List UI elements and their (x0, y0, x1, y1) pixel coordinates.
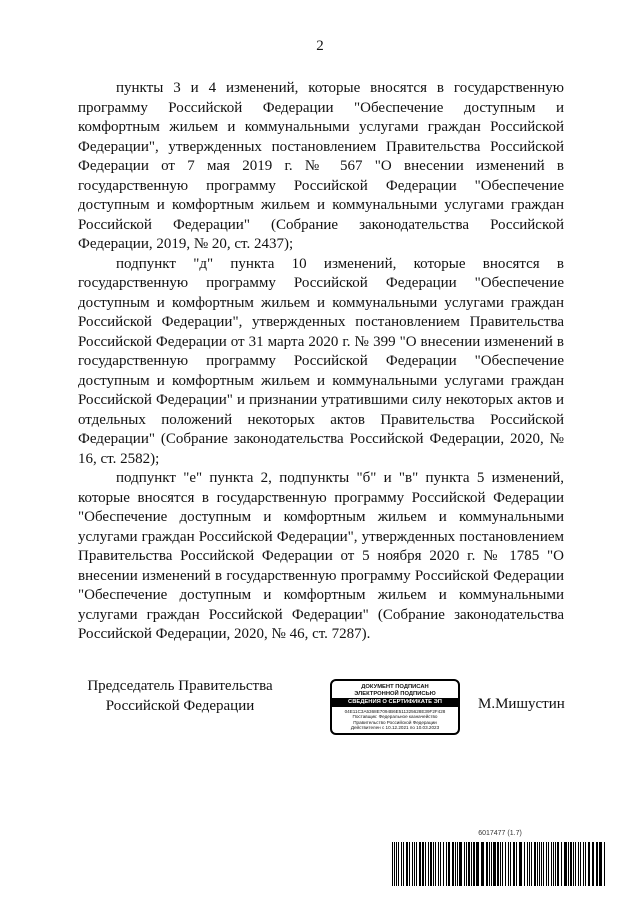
paragraph: подпункт "д" пункта 10 изменений, которые вносятся в государственную программу Российской Федерации "Обеспечение доступным и комфортным жильем и коммунальными услугами граждан Российской Федерации", утвержденных постановлением Правительства Российской Федерации от 31 марта 2020 г. № 399 "О внесении изменений в государственную программу Российской Федерации "Обеспечение доступным и комфортным жильем и коммунальными услугами граждан Российской Федерации" и признании утратившими силу некоторых актов и отдельных положений некоторых актов Правительства Российской Федерации" (Собрание законодательства Российской Федерации, 2020, № 16, ст. 2582); (78, 255, 564, 467)
signer-title-line2: Российской Федерации (105, 697, 255, 714)
stamp-line1: ДОКУМЕНТ ПОДПИСАН (361, 684, 429, 690)
barcode-number: 6017477 (1.7) (478, 830, 522, 837)
stamp-issuer-line1: Поставщик: Федеральное казначейство (352, 714, 438, 720)
document-body (78, 79, 564, 645)
signer-title-line1: Председатель Правительства (87, 678, 273, 694)
stamp-validity: Действителен с 10.12.2021 по 10.03.2023 (350, 724, 440, 730)
barcode-area (390, 830, 610, 888)
electronic-signature-stamp (330, 679, 460, 735)
paragraph: пункты 3 и 4 изменений, которые вносятся в государственную программу Российской Федерации "Обеспечение доступным и комфортным жильем и коммунальными услугами граждан Российской Федерации", утвержденных постановлением Правительства Российской Федерации от 7 мая 2019 г. № 567 "О внесении изменений в государственную программу Российской Федерации "Обеспечение доступным и комфортным жильем и коммунальными услугами граждан Российской Федерации" (Собрание законодательства Российской Федерации, 2019, № 20, ст. 2437); (78, 80, 564, 252)
paragraph: подпункт "е" пункта 2, подпункты "б" и "в" пункта 5 изменений, которые вносятся в государственную программу Российской Федерации "Обеспечение доступным и комфортным жильем и коммунальными услугами граждан Российской Федерации", утвержденных постановлением Правительства Российской Федерации от 5 ноября 2020 г. № 1785 "О внесении изменений в государственную программу Российской Федерации "Обеспечение доступным и комфортным жильем и коммунальными услугами граждан Российской Федерации" (Собрание законодательства Российской Федерации, 2020, № 46, ст. 7287). (78, 470, 564, 642)
stamp-line2: ЭЛЕКТРОННОЙ ПОДПИСЬЮ (354, 690, 436, 697)
stamp-certificate-bar: СВЕДЕНИЯ О СЕРТИФИКАТЕ ЭП (332, 698, 458, 707)
stamp-issuer-line2: Правительство Российской Федерации (353, 719, 437, 725)
signature-block (0, 677, 640, 747)
signer-name: М.Мишустин (478, 696, 565, 712)
barcode (390, 842, 610, 886)
page-number: 2 (316, 38, 324, 54)
stamp-serial: 04E11C3A5368E7094B6E511325628E39F2F428 (344, 708, 446, 714)
signer-title (80, 677, 280, 716)
